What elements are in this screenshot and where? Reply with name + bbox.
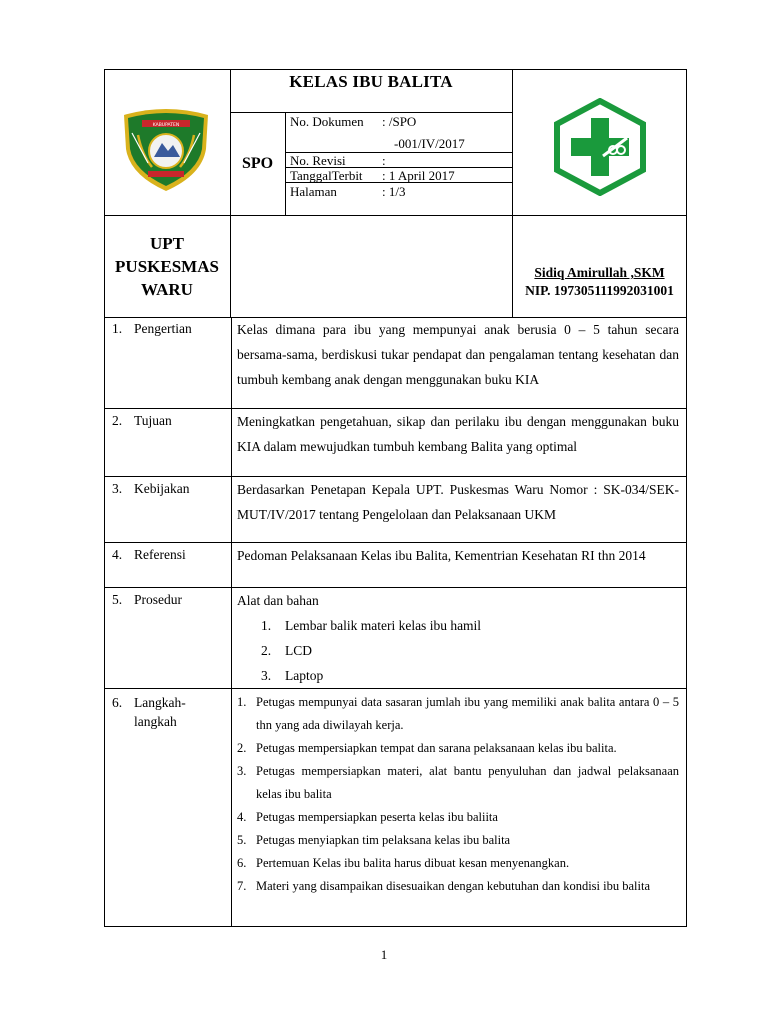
- list-item: [237, 760, 679, 806]
- list-item: [237, 875, 679, 898]
- procedure-intro: Alat dan bahan: [237, 593, 319, 608]
- equipment-list: [237, 613, 679, 688]
- row-label-text: Prosedur: [134, 592, 182, 607]
- column-divider: [231, 588, 232, 688]
- list-number: 1.: [237, 695, 247, 709]
- list-number: 3.: [261, 668, 272, 683]
- row-number: 6.: [112, 695, 123, 710]
- list-number: 5.: [237, 833, 247, 847]
- date-value: : 1 April 2017: [382, 168, 455, 183]
- column-divider: [231, 689, 232, 926]
- signature-block: [512, 264, 687, 300]
- row-content: Meningkatkan pengetahuan, sikap dan perilaku ibu dengan menggunakan buku KIA dalam mewujudkan tumbuh kembang Balita yang optimal: [237, 414, 679, 454]
- table-row: [104, 409, 687, 477]
- table-row: [104, 543, 687, 588]
- page-label: Halaman: [290, 184, 337, 199]
- column-divider: [231, 477, 232, 542]
- list-item: [237, 737, 679, 760]
- header-divider: [285, 112, 286, 215]
- org-line: PUSKESMAS: [115, 257, 219, 276]
- row-content: Kelas dimana para ibu yang mempunyai anak berusia 0 – 5 tahun secara bersama-sama, berdiskusi tukar pendapat dan pengalaman tentang kesehatan dan tumbuh kembang anak dengan menggunakan buku KIA: [237, 322, 679, 387]
- row-content: [232, 689, 686, 898]
- page-value: : 1/3: [382, 184, 406, 199]
- row-label-text: langkah: [134, 714, 177, 729]
- row-number: 2.: [112, 413, 123, 428]
- row-content: Berdasarkan Penetapan Kepala UPT. Puskesmas Waru Nomor : SK-034/SEK-MUT/IV/2017 tentang Pengelolaan dan Pelaksanaan UKM: [237, 482, 679, 522]
- list-item: [237, 613, 679, 638]
- row-label: [105, 543, 231, 564]
- list-text: Pertemuan Kelas ibu balita harus dibuat kesan menyenangkan.: [256, 856, 570, 870]
- column-divider: [231, 409, 232, 476]
- table-row: [104, 588, 687, 689]
- list-item: [237, 663, 679, 688]
- list-item: [237, 806, 679, 829]
- row-label: [105, 477, 231, 498]
- list-text: Laptop: [285, 668, 324, 683]
- date-label: TanggalTerbit: [290, 168, 363, 183]
- regional-coat-of-arms-icon: [118, 105, 214, 193]
- list-text: Petugas mempersiapkan peserta kelas ibu baliita: [256, 810, 498, 824]
- spo-label: SPO: [241, 155, 274, 172]
- row-label: [105, 317, 231, 338]
- doc-number-value: : /SPO: [382, 114, 417, 129]
- list-item: [237, 638, 679, 663]
- row-label-text: Tujuan: [134, 413, 172, 428]
- list-text: Materi yang disampaikan disesuaikan dengan kebutuhan dan kondisi ibu balita: [256, 879, 651, 893]
- document-title: KELAS IBU BALITA: [289, 72, 453, 91]
- list-number: 1.: [261, 618, 272, 633]
- organization-name: [104, 215, 230, 318]
- list-number: 6.: [237, 856, 247, 870]
- row-label-text: Langkah-: [134, 695, 186, 710]
- doc-number-value-cont: -001/IV/2017: [394, 136, 465, 151]
- row-content: [232, 588, 686, 688]
- list-text: LCD: [285, 643, 312, 658]
- revision-label: No. Revisi: [290, 153, 346, 168]
- doc-number-label: No. Dokumen: [290, 114, 364, 129]
- list-text: Petugas mempersiapkan tempat dan sarana pelaksanaan kelas ibu balita.: [256, 741, 617, 755]
- column-divider: [231, 543, 232, 587]
- list-text: Petugas mempunyai data sasaran jumlah ibu yang memiliki anak balita antara 0 – 5 thn yang ada diwilayah kerja.: [256, 695, 679, 732]
- list-item: [237, 691, 679, 737]
- list-text: Lembar balik materi kelas ibu hamil: [285, 618, 482, 633]
- table-row: [104, 477, 687, 543]
- sop-content-table: [104, 317, 687, 927]
- svg-text:KABUPATEN: KABUPATEN: [152, 123, 180, 128]
- row-label-text: Pengertian: [134, 321, 192, 336]
- puskesmas-hexagon-cross-icon: [553, 98, 647, 196]
- row-label: [105, 588, 231, 609]
- list-number: 2.: [237, 741, 247, 755]
- list-text: Petugas menyiapkan tim pelaksana kelas ibu balita: [256, 833, 511, 847]
- sop-header: [104, 69, 687, 318]
- row-number: 1.: [112, 321, 123, 336]
- row-label: [105, 689, 231, 731]
- column-divider: [231, 317, 232, 408]
- row-content: Pedoman Pelaksanaan Kelas ibu Balita, Kementrian Kesehatan RI thn 2014: [237, 548, 646, 563]
- table-row: [104, 689, 687, 927]
- row-label-text: Referensi: [134, 547, 186, 562]
- list-text: Petugas mempersiapkan materi, alat bantu penyuluhan dan jadwal pelaksanaan kelas ibu balita: [256, 764, 679, 801]
- page-number: 1: [380, 947, 388, 962]
- list-number: 7.: [237, 879, 247, 893]
- row-label-text: Kebijakan: [134, 481, 190, 496]
- list-item: [237, 852, 679, 875]
- table-row: [104, 317, 687, 409]
- row-number: 3.: [112, 481, 123, 496]
- row-number: 5.: [112, 592, 123, 607]
- list-number: 2.: [261, 643, 272, 658]
- org-line: WARU: [141, 280, 193, 299]
- steps-list: [237, 691, 679, 898]
- signer-name: Sidiq Amirullah ,SKM: [534, 265, 665, 280]
- row-label: [105, 409, 231, 430]
- row-number: 4.: [112, 547, 123, 562]
- list-number: 4.: [237, 810, 247, 824]
- list-number: 3.: [237, 764, 247, 778]
- list-item: [237, 829, 679, 852]
- revision-value: :: [382, 153, 386, 168]
- signer-nip: NIP. 197305111992031001: [525, 283, 674, 298]
- org-line: UPT: [150, 234, 184, 253]
